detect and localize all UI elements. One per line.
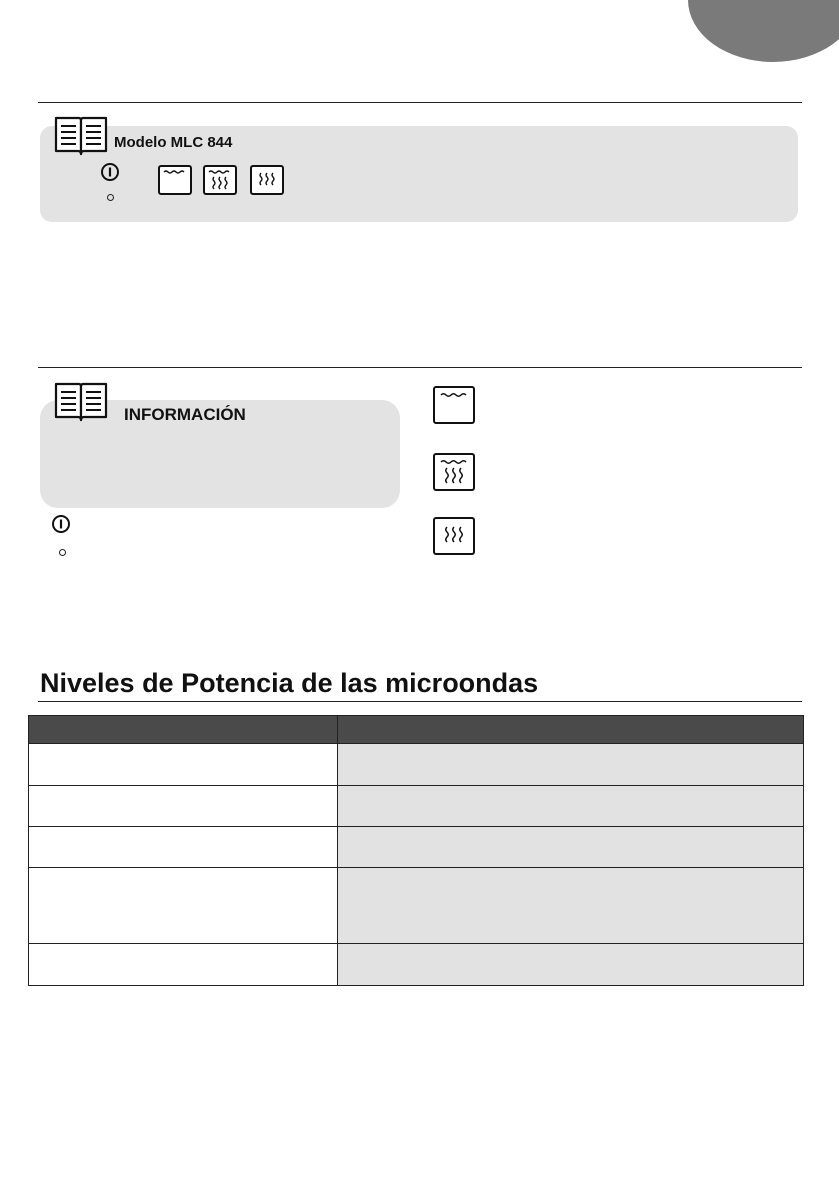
level-cell <box>29 827 338 868</box>
level-cell <box>29 944 338 986</box>
table-header-row <box>29 716 804 744</box>
oven-combined-heat-icon <box>203 165 237 195</box>
table-row <box>29 944 804 986</box>
column-header-level <box>29 716 338 744</box>
level-cell <box>29 868 338 944</box>
table-row <box>29 744 804 786</box>
oven-top-heat-icon <box>433 386 475 424</box>
oven-top-heat-icon <box>158 165 192 195</box>
description-cell <box>338 786 804 827</box>
description-cell <box>338 868 804 944</box>
oven-microwave-icon <box>250 165 284 195</box>
power-icon <box>51 514 71 534</box>
section-heading: Niveles de Potencia de las microondas <box>40 668 539 698</box>
description-cell <box>338 744 804 786</box>
book-icon <box>54 116 108 156</box>
section-divider-middle <box>38 367 802 368</box>
column-header-description <box>338 716 804 744</box>
description-cell <box>338 944 804 986</box>
level-cell <box>29 786 338 827</box>
oven-combined-heat-icon <box>433 453 475 491</box>
level-cell <box>29 744 338 786</box>
power-levels-table <box>28 715 804 986</box>
section-divider-top <box>38 102 802 103</box>
power-icon <box>100 162 120 182</box>
info-note-title: INFORMACIÓN <box>124 405 246 424</box>
table-row <box>29 827 804 868</box>
degree-mark <box>107 194 114 201</box>
oven-microwave-icon <box>433 517 475 555</box>
section-heading-underline <box>38 701 802 702</box>
book-icon <box>54 382 108 422</box>
table-row <box>29 868 804 944</box>
table-row <box>29 786 804 827</box>
page-corner-tab <box>688 0 839 62</box>
model-note-title: Modelo MLC 844 <box>114 134 233 151</box>
description-cell <box>338 827 804 868</box>
degree-mark <box>59 549 66 556</box>
